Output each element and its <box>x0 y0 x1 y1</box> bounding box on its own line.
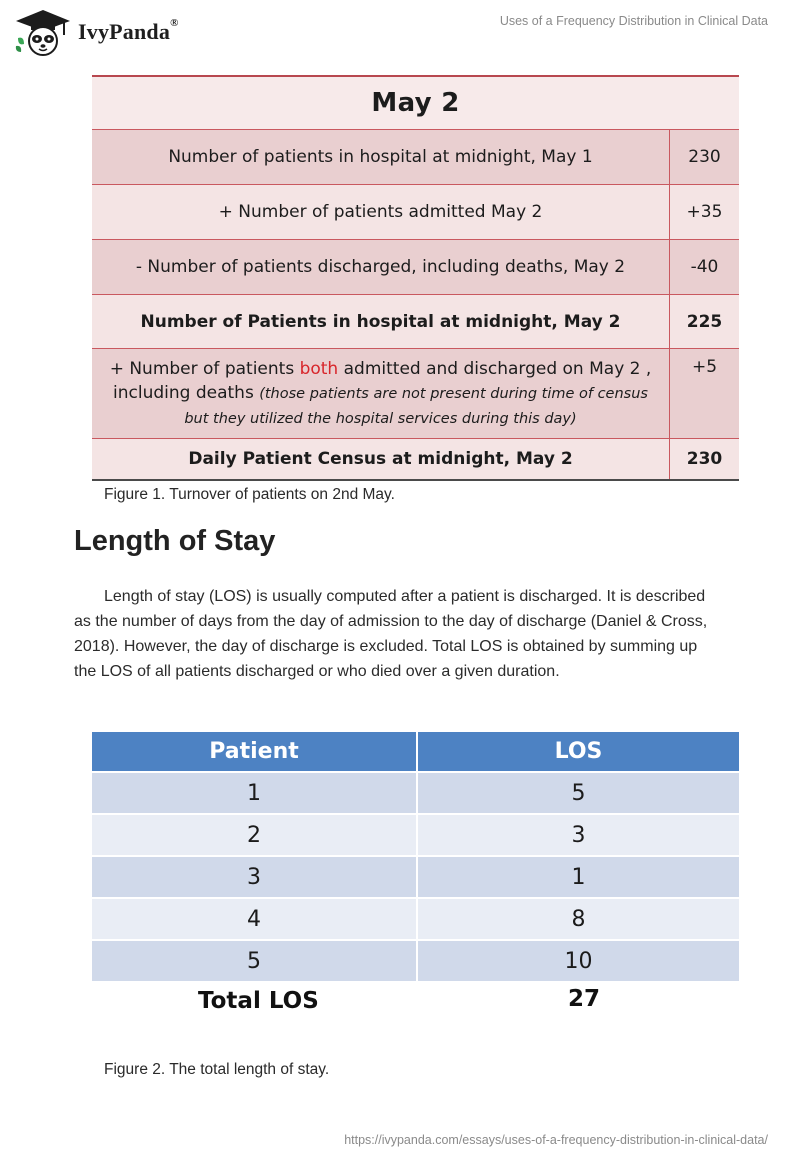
patient-cell: 3 <box>92 856 417 898</box>
census-value: 225 <box>670 295 740 349</box>
los-cell: 5 <box>417 772 739 814</box>
census-label: Number of patients in hospital at midnight, May 1 <box>92 130 670 185</box>
panda-graduate-icon <box>14 8 72 56</box>
table-row <box>92 940 739 982</box>
census-label: + Number of patients admitted May 2 <box>92 185 670 240</box>
table-row <box>92 349 739 439</box>
los-cell: 8 <box>417 898 739 940</box>
los-table <box>92 732 739 983</box>
table-row <box>92 130 739 185</box>
figure-2-caption: Figure 2. The total length of stay. <box>104 1061 330 1078</box>
census-label: - Number of patients discharged, including deaths, May 2 <box>92 240 670 295</box>
highlight-word: both <box>299 359 339 379</box>
census-value: 230 <box>670 439 740 481</box>
patient-cell: 5 <box>92 940 417 982</box>
table-row <box>92 185 739 240</box>
total-los-value: 27 <box>568 986 601 1012</box>
census-table <box>92 75 739 481</box>
los-table-header <box>92 732 739 772</box>
section-heading: Length of Stay <box>74 525 276 557</box>
census-label: + Number of patients both admitted and discharged on May 2 , including deaths (those patients are not present during time of census but they utilized the hospital services during this day) <box>92 349 670 439</box>
table-row <box>92 439 739 481</box>
table-row <box>92 898 739 940</box>
patient-cell: 1 <box>92 772 417 814</box>
ivypanda-logo[interactable] <box>14 8 179 56</box>
table-row <box>92 240 739 295</box>
table-row <box>92 295 739 349</box>
census-label: Number of Patients in hospital at midnight, May 2 <box>92 295 670 349</box>
column-header-los: LOS <box>417 732 739 772</box>
document-title: Uses of a Frequency Distribution in Clinical Data <box>499 14 768 28</box>
figure-1-caption: Figure 1. Turnover of patients on 2nd May. <box>104 486 395 503</box>
los-cell: 1 <box>417 856 739 898</box>
census-value: 230 <box>670 130 740 185</box>
census-table-title: May 2 <box>92 76 739 130</box>
table-row <box>92 814 739 856</box>
table-row <box>92 772 739 814</box>
los-cell: 10 <box>417 940 739 982</box>
source-url-link[interactable]: https://ivypanda.com/essays/uses-of-a-frequency-distribution-in-clinical-data/ <box>344 1133 768 1147</box>
column-header-patient: Patient <box>92 732 417 772</box>
census-value: +5 <box>670 349 740 439</box>
brand-name: IvyPanda® <box>78 17 179 44</box>
patient-cell: 2 <box>92 814 417 856</box>
los-cell: 3 <box>417 814 739 856</box>
total-los-label: Total LOS <box>198 988 319 1014</box>
census-value: -40 <box>670 240 740 295</box>
table-row <box>92 856 739 898</box>
census-note: (those patients are not present during time of census but they utilized the hospital services during this day) <box>184 386 648 427</box>
census-value: +35 <box>670 185 740 240</box>
patient-cell: 4 <box>92 898 417 940</box>
census-label: Daily Patient Census at midnight, May 2 <box>92 439 670 481</box>
body-paragraph: Length of stay (LOS) is usually computed after a patient is discharged. It is described as the number of days from the day of admission to the day of discharge (Daniel & Cross, 2018). However, the day of discharge is excluded. Total LOS is obtained by summing up the LOS of all patients discharged or who died over a given duration. <box>74 588 708 680</box>
